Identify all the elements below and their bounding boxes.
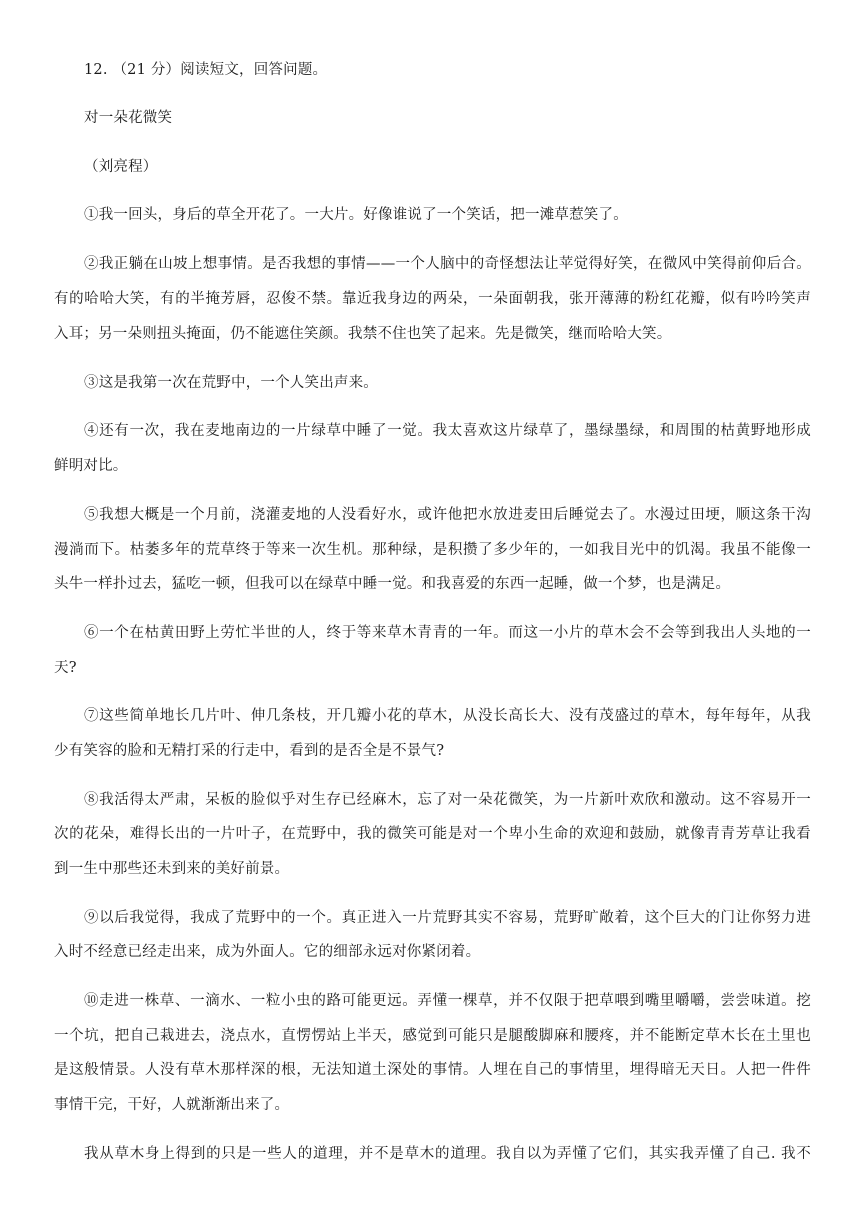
paragraph-6-line-2: 天? [54, 660, 77, 676]
paragraph-8-line-1: ⑧我活得太严肃，呆板的脸似乎对生存已经麻木，忘了对一朵花微笑，为一片新叶欢欣和激动。这不容易开一 [84, 792, 811, 808]
paragraph-7-line-2: 少有笑容的脸和无精打采的行走中，看到的是否全是不景气? [54, 743, 445, 759]
article-title: 对一朵花微笑 [84, 110, 173, 126]
paragraph-8-line-2: 次的花朵，难得长出的一片叶子，在荒野中，我的微笑可能是对一个卑小生命的欢迎和鼓励，就像青青芳草让我看 [54, 826, 811, 842]
paragraph-4-line-2: 鲜明对比。 [54, 458, 128, 474]
paragraph-1-line-1: ①我一回头，身后的草全开花了。一大片。好像谁说了一个笑话，把一滩草惹笑了。 [84, 207, 628, 223]
paragraph-9-line-2: 入时不经意已经走出来，成为外面人。它的细部永远对你紧闭着。 [54, 944, 481, 960]
paragraph-10-line-2: 一个坑，把自己栽进去，浇点水，直愣愣站上半天，感觉到可能只是腿酸脚麻和腰疼，并不能断定草木长在土里也 [54, 1028, 811, 1044]
paragraph-2-line-3: 入耳；另一朵则扭头掩面，仍不能遮住笑颜。我禁不住也笑了起来。先是微笑，继而哈哈大笑。 [54, 326, 672, 342]
paragraph-7-line-1: ⑦这些简单地长几片叶、伸几条枝，开几瓣小花的草木，从没长高长大、没有茂盛过的草木，每年每年，从我 [84, 708, 811, 724]
paragraph-9-line-1: ⑨以后我觉得，我成了荒野中的一个。真正进入一片荒野其实不容易，荒野旷敞着，这个巨大的门让你努力进 [84, 910, 811, 926]
article-author: （刘亮程） [84, 159, 158, 175]
paragraph-10-line-3: 是这般情景。人没有草木那样深的根，无法知道土深处的事情。人埋在自己的事情里，埋得暗无天日。人把一件件 [54, 1062, 811, 1078]
paragraph-10-line-1: ⑩走进一株草、一滴水、一粒小虫的路可能更远。弄懂一棵草，并不仅限于把草喂到嘴里嚼嚼，尝尝味道。挖 [84, 993, 811, 1009]
paragraph-4-line-1: ④还有一次，我在麦地南边的一片绿草中睡了一觉。我太喜欢这片绿草了，墨绿墨绿，和周围的枯黄野地形成 [84, 423, 811, 439]
paragraph-2-line-1: ②我正躺在山坡上想事情。是否我想的事情——一个人脑中的奇怪想法让苹觉得好笑，在微风中笑得前仰后合。 [84, 256, 811, 272]
paragraph-3-line-1: ③这是我第一次在荒野中，一个人笑出声来。 [84, 375, 378, 391]
paragraph-2-line-2: 有的哈哈大笑，有的半掩芳唇，忍俊不禁。靠近我身边的两朵，一朵面朝我，张开薄薄的粉红花瓣，似有吟吟笑声 [54, 291, 811, 307]
paragraph-5-line-2: 漫淌而下。枯萎多年的荒草终于等来一次生机。那种绿，是积攒了多少年的，一如我目光中的饥渴。我虽不能像一 [54, 542, 811, 558]
question-header: 12. （21 分）阅读短文，回答问题。 [84, 62, 328, 78]
paragraph-5-line-1: ⑤我想大概是一个月前，浇灌麦地的人没看好水，或许他把水放进麦田后睡觉去了。水漫过田埂，顺这条干沟 [84, 507, 811, 523]
paragraph-11-line-1: 我从草木身上得到的只是一些人的道理，并不是草木的道理。我自以为弄懂了它们，其实我弄懂了自己. 我不 [84, 1146, 811, 1162]
paragraph-10-line-4: 事情干完，干好，人就渐渐出来了。 [54, 1097, 290, 1113]
paragraph-6-line-1: ⑥一个在枯黄田野上劳忙半世的人，终于等来草木青青的一年。而这一小片的草木会不会等到我出人头地的一 [84, 625, 811, 641]
paragraph-8-line-3: 到一生中那些还未到来的美好前景。 [54, 861, 290, 877]
paragraph-5-line-3: 头牛一样扑过去，猛吃一顿，但我可以在绿草中睡一觉。和我喜爱的东西一起睡，做一个梦，也是满足。 [54, 576, 731, 592]
